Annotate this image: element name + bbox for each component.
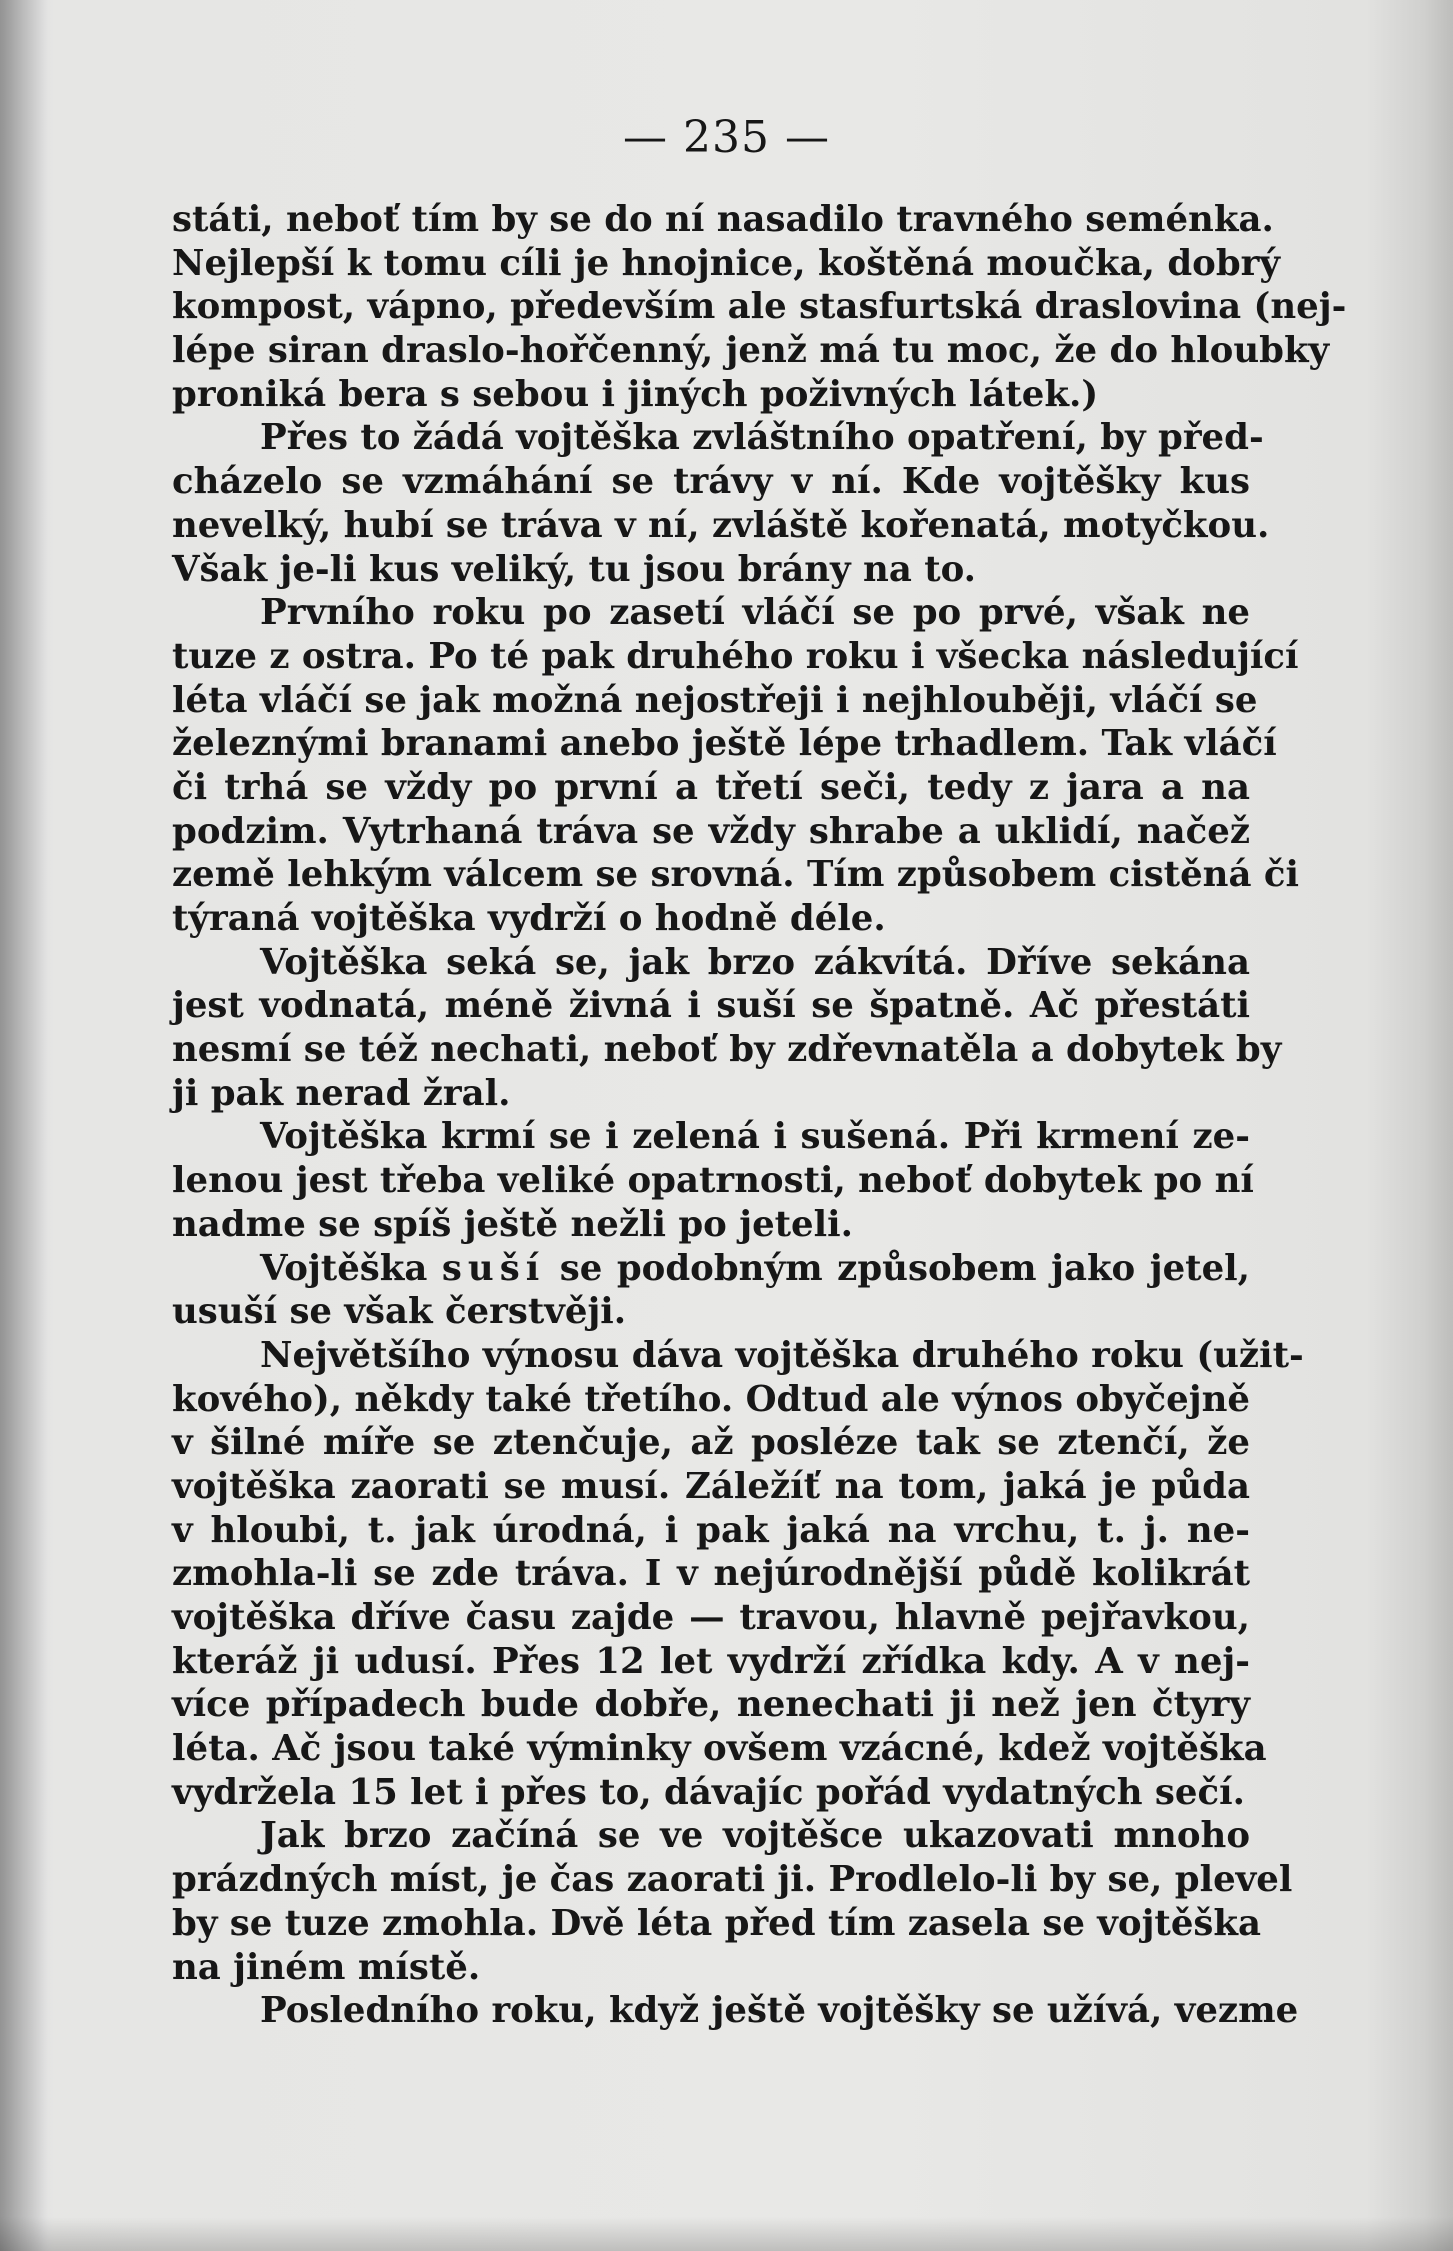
text-word: Vojtěška (260, 1247, 428, 1289)
body-text (172, 198, 1347, 2033)
text-line: lenou jest třeba veliké opatrnosti, neboť dobytek po ní (172, 1160, 1254, 1202)
text-line: usuší se však čerstvěji. (172, 1291, 627, 1333)
page-bottom-edge (0, 2217, 1453, 2251)
gutter-shadow (0, 0, 48, 2251)
text-line: proniká bera s sebou i jiných poživných látek.) (172, 373, 1099, 415)
text-line: by se tuze zmohla. Dvě léta před tím zasela se vojtěška (172, 1902, 1261, 1944)
text-line: zmohla-li se zde tráva. I v nejúrodnější půdě kolikrát (172, 1553, 1250, 1595)
text-line: kového), někdy také třetího. Odtud ale výnos obyčejně (172, 1378, 1250, 1420)
text-line: tuze z ostra. Po té pak druhého roku i všecka následující (172, 635, 1299, 677)
text-line: vojtěška zaorati se musí. Záležíť na tom, jaká je půda (172, 1465, 1250, 1507)
text-line: prázdných míst, je čas zaorati ji. Prodlelo-li by se, plevel (172, 1859, 1293, 1901)
text-line: na jiném místě. (172, 1946, 481, 1988)
text-line: Největšího výnosu dáva vojtěška druhého roku (užit- (260, 1334, 1304, 1376)
text-line: Však je-li kus veliký, tu jsou brány na to. (172, 548, 977, 590)
text-line: léta vláčí se jak možná nejostřeji i nejhlouběji, vláčí se (172, 679, 1258, 721)
text-line: Nejlepší k tomu cíli je hnojnice, koštěná moučka, dobrý (172, 242, 1281, 284)
text-line: či trhá se vždy po první a třetí seči, tedy z jara a na (172, 766, 1250, 808)
text-line: Vojtěška krmí se i zelená i sušená. Při krmení ze- (260, 1116, 1250, 1158)
text-line: nevelký, hubí se tráva v ní, zvláště kořenatá, motyčkou. (172, 504, 1270, 546)
text-line: nesmí se též nechati, neboť by zdřevnatěla a dobytek by (172, 1029, 1282, 1071)
text-line: vojtěška dříve času zajde — travou, hlavně pejřavkou, (172, 1597, 1250, 1638)
emphasized-word: suší (441, 1247, 546, 1289)
text-line: jest vodnatá, méně živná i suší se špatně. Ač přestáti (172, 985, 1250, 1027)
text-line: týraná vojtěška vydrží o hodně déle. (172, 898, 886, 939)
text-line: země lehkým válcem se srovná. Tím způsobem cistěná či (172, 854, 1299, 896)
text-line: v hloubi, t. jak úrodná, i pak jaká na vrchu, t. j. ne- (172, 1509, 1250, 1551)
text-line: vydržela 15 let i přes to, dávajíc pořád vydatných sečí. (172, 1771, 1245, 1813)
text-line: léta. Ač jsou také výminky ovšem vzácné, kdež vojtěška (172, 1728, 1267, 1770)
text-line: státi, neboť tím by se do ní nasadilo travného seménka. (172, 199, 1274, 240)
text-word: se podobným způsobem jako jetel, (559, 1247, 1251, 1289)
text-line: Jak brzo začíná se ve vojtěšce ukazovati mnoho (260, 1815, 1250, 1857)
text-line (172, 1247, 1250, 1291)
text-line: Přes to žádá vojtěška zvláštního opatření, by před- (260, 417, 1264, 459)
text-line: kteráž ji udusí. Přes 12 let vydrží zřídka kdy. A v nej- (172, 1640, 1250, 1682)
text-line: nadme se spíš ještě nežli po jeteli. (172, 1203, 853, 1245)
text-line: Vojtěška seká se, jak brzo zákvítá. Dříve sekána (260, 941, 1250, 983)
text-line: železnými branami anebo ještě lépe trhadlem. Tak vláčí (172, 723, 1277, 765)
page-number: — 235 — (623, 112, 830, 163)
text-line: v šilné míře se ztenčuje, až posléze tak se ztenčí, že (172, 1422, 1250, 1464)
text-line: kompost, vápno, především ale stasfurtská draslovina (nej- (172, 286, 1347, 328)
text-line: Prvního roku po zasetí vláčí se po prvé, však ne (260, 592, 1250, 634)
text-line: podzim. Vytrhaná tráva se vždy shrabe a uklidí, načež (172, 810, 1250, 852)
text-line: ji pak nerad žral. (172, 1072, 511, 1114)
text-line: lépe siran draslo-hořčenný, jenž má tu moc, že do hloubky (172, 330, 1330, 372)
text-line: více případech bude dobře, nenechati ji než jen čtyry (172, 1684, 1250, 1726)
text-line: cházelo se vzmáhání se trávy v ní. Kde vojtěšky kus (172, 461, 1250, 503)
text-line: Posledního roku, když ještě vojtěšky se užívá, vezme (260, 1990, 1299, 2032)
